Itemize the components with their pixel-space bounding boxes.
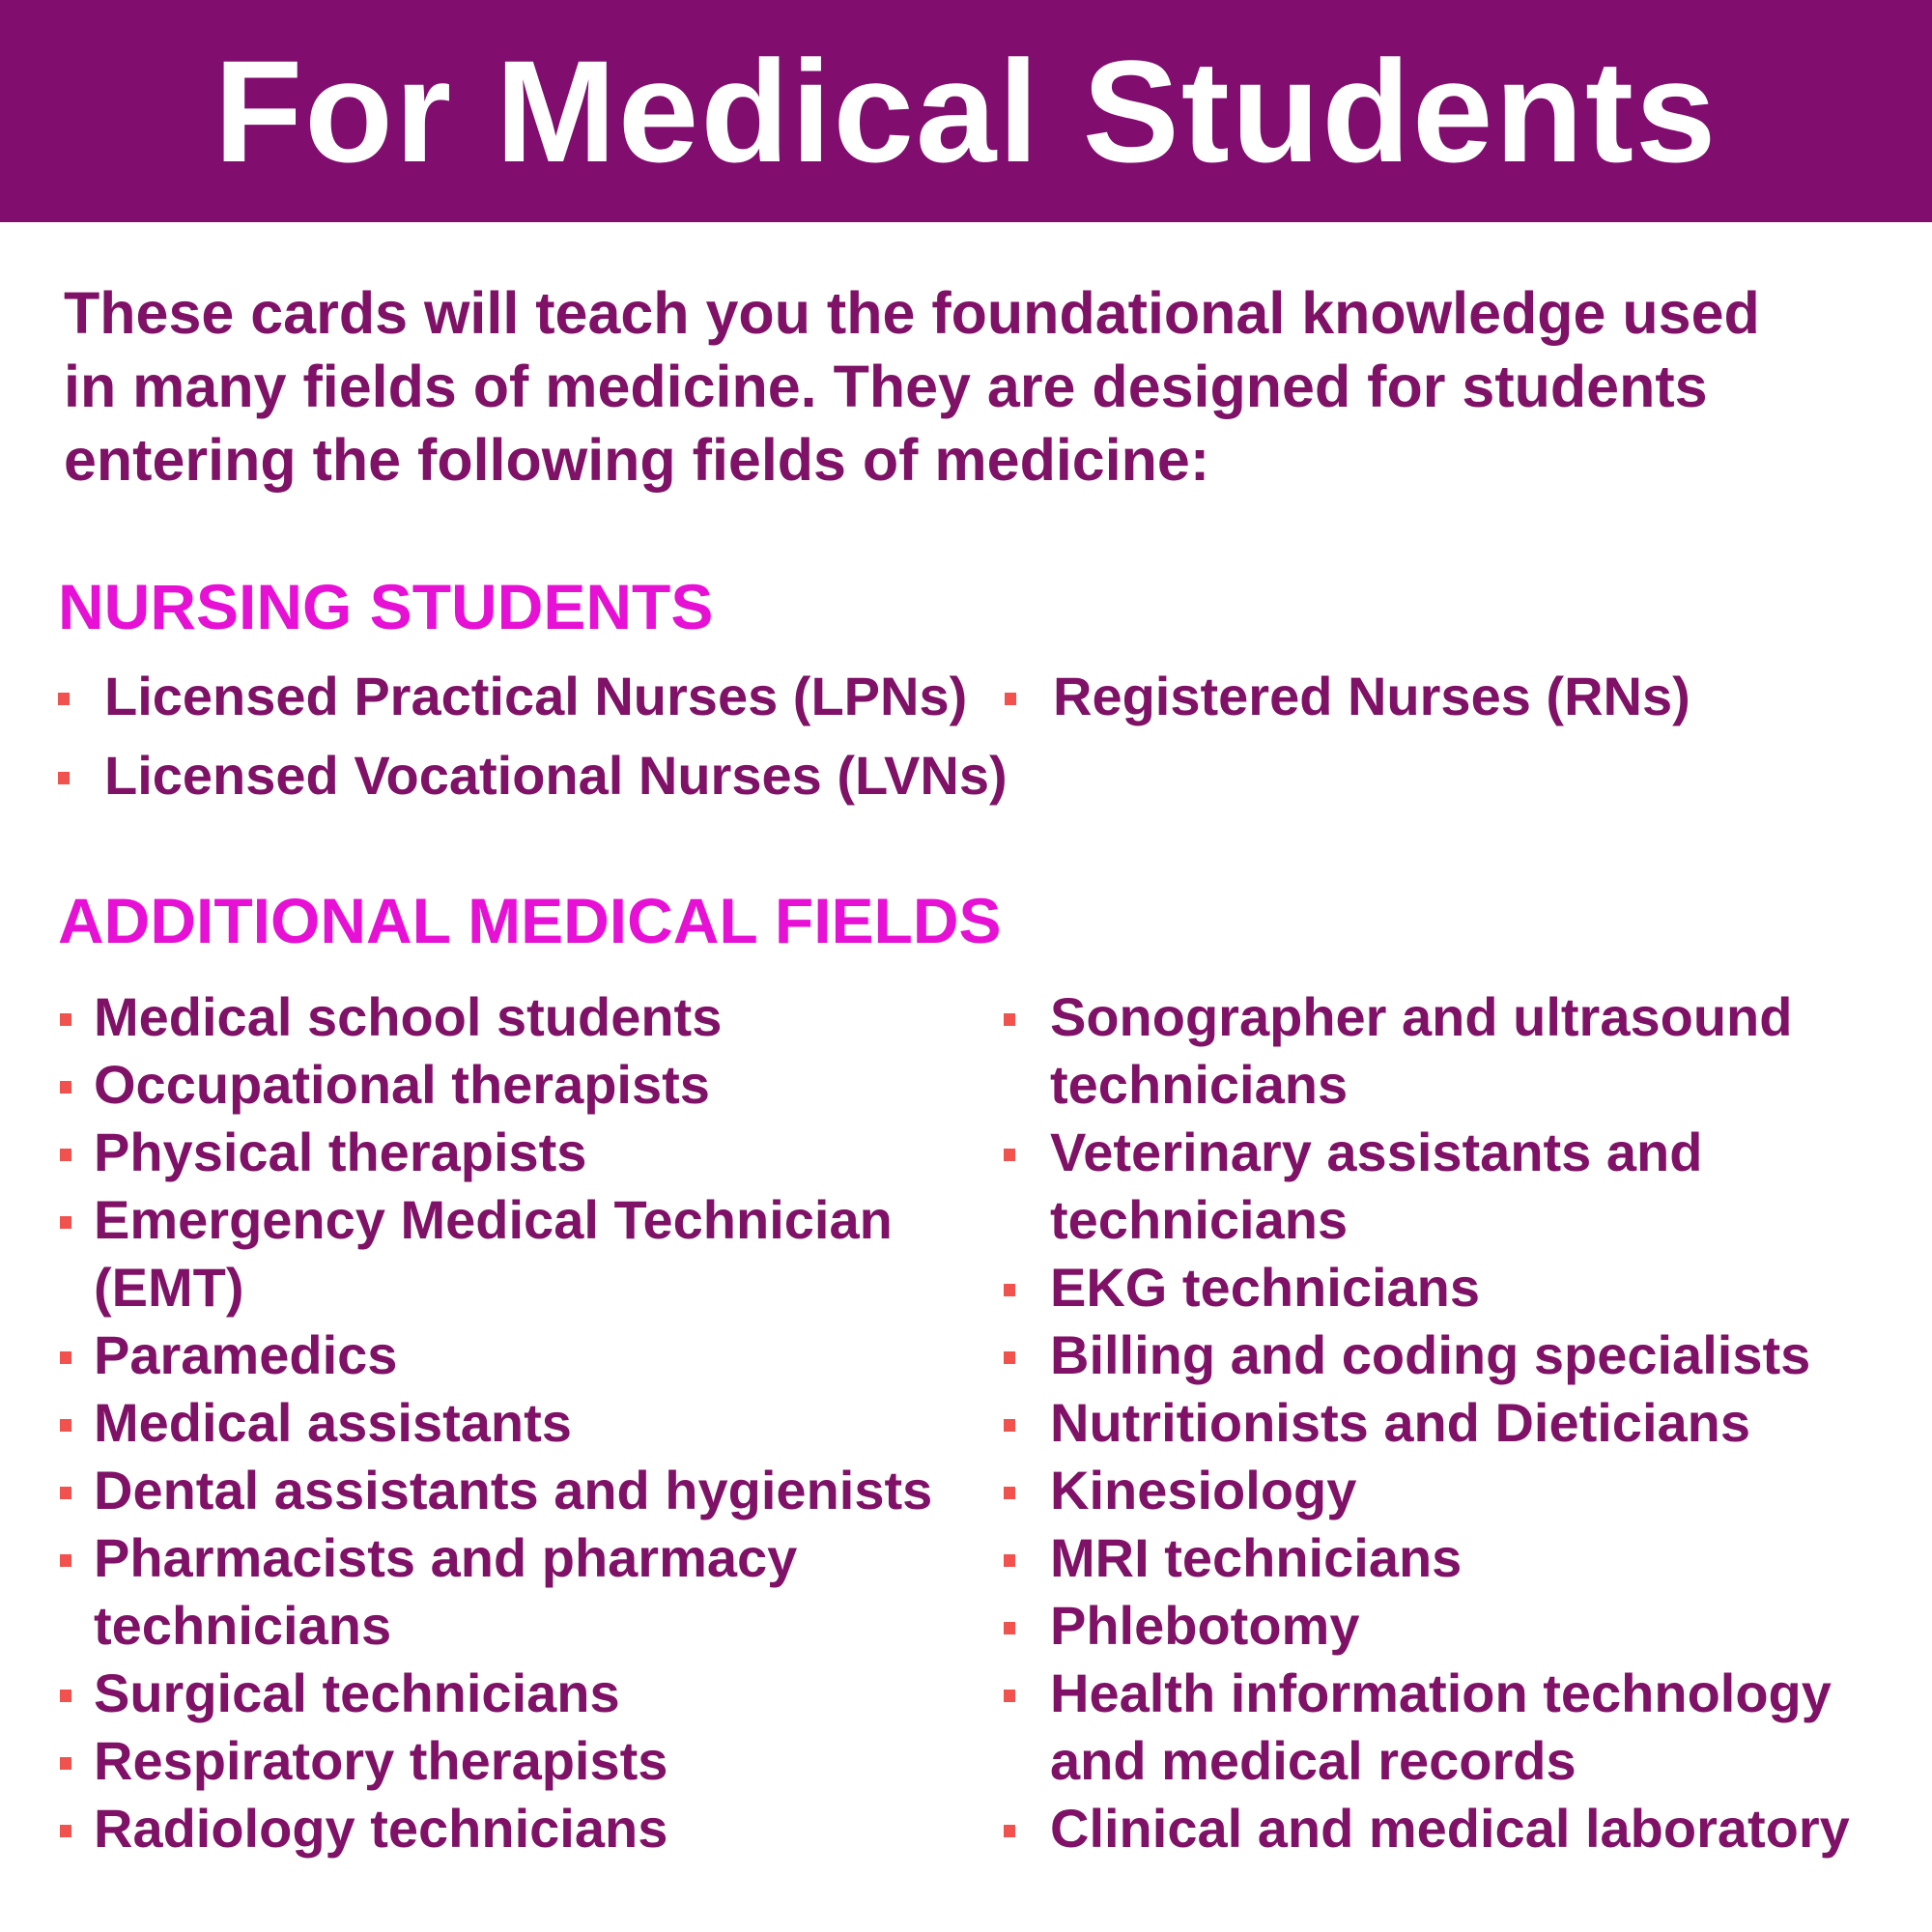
additional-fields-list-left [58,983,932,1862]
list-item-label: Registered Nurses (RNs) [1053,666,1690,726]
list-item-label: Licensed Practical Nurses (LPNs) [104,666,968,726]
intro-line: These cards will teach you the foundational knowledge used [64,280,1760,346]
bullet-icon [1004,1622,1015,1634]
intro-line: in many fields of medicine. They are designed for students [64,354,1708,419]
list-item [1005,663,1690,730]
list-item-label: Paramedics [94,1324,398,1385]
list-item-label: Medical assistants [94,1392,572,1453]
list-item-label: Health information technology [1050,1662,1832,1723]
list-item [1002,1321,1850,1389]
bullet-icon [1004,1149,1015,1161]
list-item-label: Veterinary assistants and [1050,1122,1703,1182]
list-item [58,663,1008,730]
list-item-label: Medical school students [94,986,723,1047]
list-item [1002,983,1850,1119]
bullet-icon [1005,693,1016,705]
list-item-label: Radiology technicians [94,1798,668,1859]
bullet-icon [1004,1825,1015,1837]
list-item [58,1795,932,1862]
list-item-label: Dental assistants and hygienists [94,1460,933,1520]
bullet-icon [1004,1690,1015,1702]
list-item [58,1457,932,1524]
list-item-label: Clinical and medical laboratory [1050,1798,1850,1859]
additional-fields-list-right [1002,983,1850,1862]
nursing-list-left [58,663,1008,810]
bullet-icon [60,1351,71,1364]
list-item [58,1727,932,1795]
list-item-label: Emergency Medical Technician [94,1189,893,1250]
list-item [1002,1457,1850,1524]
bullet-icon [1004,1284,1015,1296]
list-item-label: Pharmacists and pharmacy [94,1527,798,1588]
list-item-label: MRI technicians [1050,1527,1463,1588]
bullet-icon [1004,1487,1015,1499]
list-item-label: technicians [1050,1054,1349,1115]
bullet-icon [60,1419,71,1432]
list-item [1002,1524,1850,1592]
bullet-icon [1004,1554,1015,1567]
nursing-heading: NURSING STUDENTS [58,571,714,642]
additional-fields-heading: ADDITIONAL MEDICAL FIELDS [58,885,1002,956]
list-item [1002,1795,1850,1862]
list-item [1002,1592,1850,1660]
list-item-label: Occupational therapists [94,1054,710,1115]
list-item-label: Surgical technicians [94,1662,620,1723]
bullet-icon [58,772,70,784]
list-item [58,1660,932,1727]
bullet-icon [1004,1013,1015,1026]
list-item-label: Physical therapists [94,1122,587,1182]
bullet-icon [60,1554,71,1567]
list-item-label: Licensed Vocational Nurses (LVNs) [104,745,1008,806]
list-item [1002,1389,1850,1457]
bullet-icon [60,1825,71,1837]
list-item-label: Sonographer and ultrasound [1050,986,1793,1047]
list-item-label: Billing and coding specialists [1050,1324,1811,1385]
list-item [58,1051,932,1119]
nursing-list-right [1005,663,1690,730]
bullet-icon [58,693,70,705]
bullet-icon [60,1216,71,1229]
bullet-icon [1004,1419,1015,1432]
bullet-icon [60,1690,71,1702]
bullet-icon [60,1487,71,1499]
bullet-icon [60,1757,71,1770]
list-item-label: Kinesiology [1050,1460,1357,1520]
list-item-label: technicians [1050,1189,1349,1250]
title-banner [0,0,1932,222]
list-item [58,742,1008,810]
bullet-icon [60,1081,71,1094]
list-item-label: technicians [94,1595,392,1656]
list-item-label: Nutritionists and Dieticians [1050,1392,1750,1453]
list-item [58,1186,932,1321]
list-item [58,1524,932,1660]
list-item [58,1119,932,1186]
list-item [58,1321,932,1389]
list-item [1002,1119,1850,1254]
list-item-label: EKG technicians [1050,1257,1481,1318]
bullet-icon [60,1013,71,1026]
list-item-label: Respiratory therapists [94,1730,668,1791]
list-item [58,1389,932,1457]
list-item-label: Phlebotomy [1050,1595,1360,1656]
intro-line: entering the following fields of medicine: [64,427,1210,493]
list-item [58,983,932,1051]
list-item [1002,1254,1850,1321]
bullet-icon [1004,1351,1015,1364]
list-item-label: (EMT) [94,1257,244,1318]
bullet-icon [60,1149,71,1161]
page-title: For Medical Students [213,30,1719,192]
list-item [1002,1660,1850,1795]
list-item-label: and medical records [1050,1730,1577,1791]
intro-paragraph [64,276,1899,497]
